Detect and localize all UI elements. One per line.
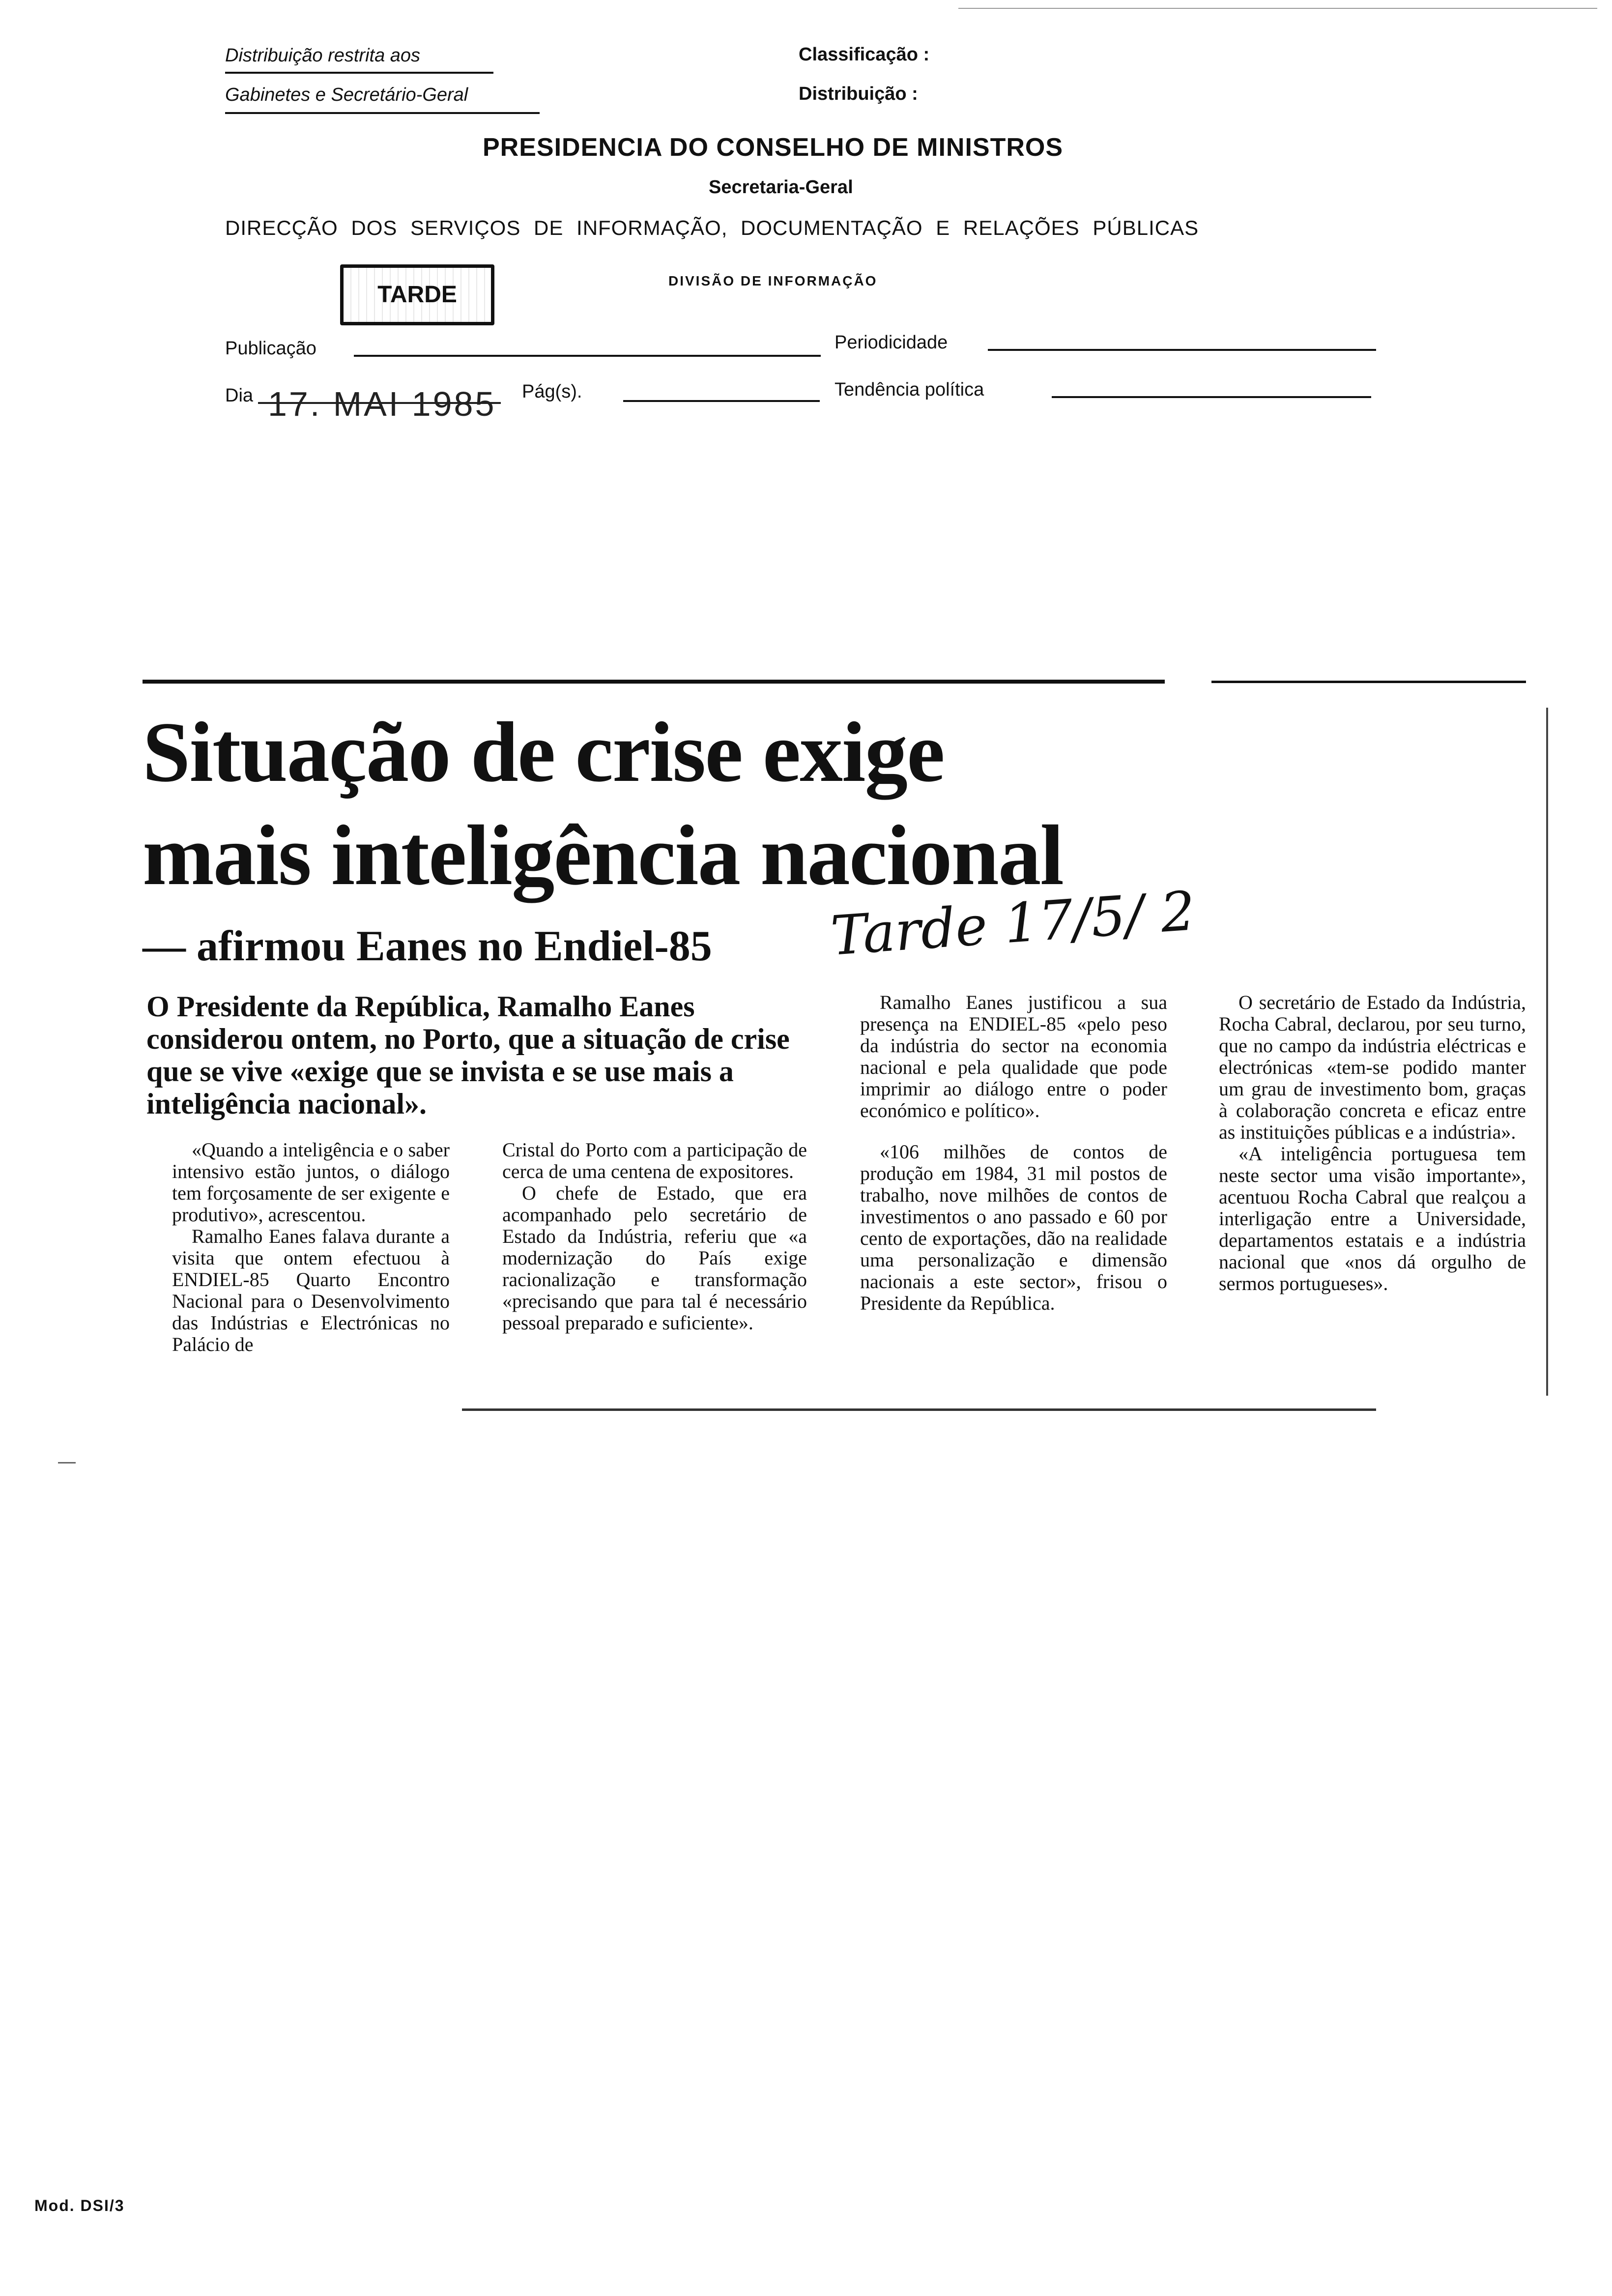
distribution-underline-2 (225, 112, 540, 114)
page-title: PRESIDENCIA DO CONSELHO DE MINISTROS (483, 133, 1064, 162)
col2-paragraph-2: O chefe de Estado, que era acompanhado pelo secretário de Estado da Indústria, referiu que «a modernização do País exige racionalização e transformação «precisando que para tal é necessário pessoal preparado e suficiente». (502, 1182, 807, 1334)
col3-paragraph-2: «106 milhões de contos de produção em 1984, 31 mil postos de trabalho, nove milhões de contos de investimentos o ano passado e 60 por cento de exportações, dão na realidade uma personalização e dimensão nacionais a este sector», frisou o Presidente da República. (860, 1141, 1167, 1314)
dia-label: Dia (225, 385, 254, 406)
pags-field (623, 400, 820, 402)
article-top-rule (143, 680, 1165, 684)
col4-paragraph-2: «A inteligência portuguesa tem neste sector uma visão importante», acentuou Rocha Cabral que realçou a interligação entre a Universidade, departamentos estatais e a indústria nacional que «nos dá orgulho de sermos portugueses». (1219, 1143, 1526, 1294)
publicacao-field (354, 355, 821, 357)
form-model-number: Mod. DSI/3 (34, 2197, 125, 2214)
newspaper-stamp: TARDE (340, 264, 494, 325)
clipping-right-edge (1546, 708, 1548, 1396)
article-top-rule-right (1211, 681, 1526, 683)
col1-paragraph-1: «Quando a inteligência e o saber intensivo estão juntos, o diálogo tem forçosamente de ser exigente e produtivo», acrescentou. (172, 1139, 450, 1226)
col3-paragraph-1: Ramalho Eanes justificou a sua presença na ENDIEL-85 «pelo peso da indústria do sector na economia nacional e pela qualidade que pode imprimir ao diálogo entre o poder económico e político». (860, 991, 1167, 1121)
distribution-line-1: Distribuição restrita aos (225, 45, 421, 66)
top-edge-rule (958, 8, 1597, 9)
col1-paragraph-2: Ramalho Eanes falava durante a visita que ontem efectuou à ENDIEL-85 Quarto Encontro Nacional para o Desenvolvimento das Indústrias e Electrónicas no Palácio de (172, 1225, 450, 1355)
periodicidade-label: Periodicidade (835, 332, 948, 353)
kicker: — afirmou Eanes no Endiel-85 (143, 922, 712, 970)
col2-paragraph-1: Cristal do Porto com a participação de cerca de uma centena de expositores. (502, 1139, 807, 1182)
article-bottom-rule (462, 1408, 1376, 1411)
direccao-line: DIRECÇÃO DOS SERVIÇOS DE INFORMAÇÃO, DOCUMENTAÇÃO E RELAÇÕES PÚBLICAS (225, 216, 1199, 239)
tendencia-field (1052, 396, 1371, 398)
article-column-1 (172, 1139, 450, 1355)
distribution-underline-1 (225, 72, 493, 74)
article-column-3 (860, 992, 1167, 1314)
article-column-4 (1219, 992, 1526, 1294)
handwritten-annotation: Tarde 17/5/ 2 (829, 879, 1198, 968)
pags-label: Pág(s). (522, 381, 582, 402)
publicacao-label: Publicação (225, 338, 317, 359)
classificacao-label: Classificação : (799, 44, 930, 65)
page-subtitle: Secretaria-Geral (709, 177, 853, 198)
periodicidade-field (988, 349, 1376, 351)
article-column-2 (502, 1139, 807, 1334)
headline-line-2: mais inteligência nacional (143, 807, 1063, 903)
headline-line-1: Situação de crise exige (143, 704, 944, 800)
lead-paragraph: O Presidente da República, Ramalho Eanes considerou ontem, no Porto, que a situação de crise que se vive «exige que se invista e se use mais a inteligência nacional». (146, 990, 790, 1120)
distribuicao-label: Distribuição : (799, 84, 918, 104)
distribution-line-2: Gabinetes e Secretário-Geral (225, 85, 468, 105)
left-margin-mark (58, 1462, 76, 1464)
divisao-label: DIVISÃO DE INFORMAÇÃO (668, 273, 878, 288)
tendencia-label: Tendência política (835, 379, 984, 400)
dia-value: 17. MAI 1985 (268, 385, 496, 423)
col4-paragraph-1: O secretário de Estado da Indústria, Rocha Cabral, declarou, por seu turno, que no campo da indústria eléctricas e electrónicas «tem-se podido manter um grau de investimento bom, graças à colaboração concreta e eficaz entre as instituições públicas e a indústria». (1219, 991, 1526, 1143)
